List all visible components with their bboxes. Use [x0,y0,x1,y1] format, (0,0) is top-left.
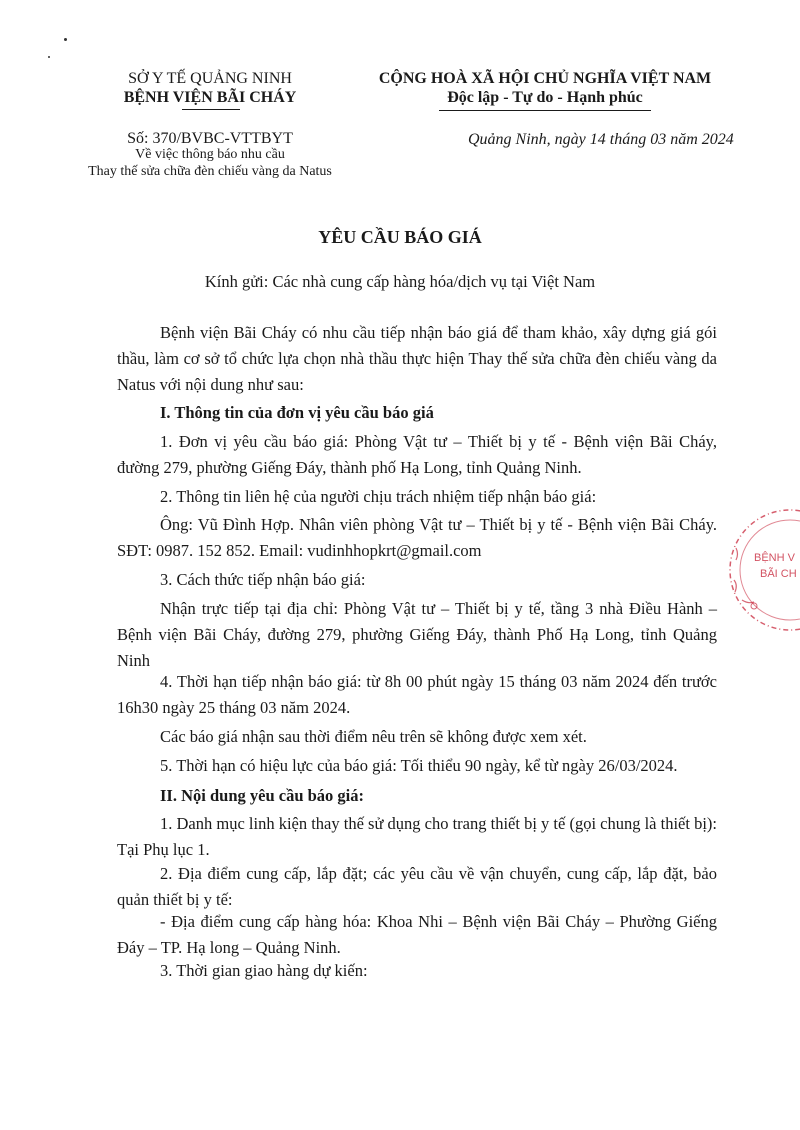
section-2-item-3: 3. Thời gian giao hàng dự kiến: [160,961,368,980]
recipient-line: Kính gửi: Các nhà cung cấp hàng hóa/dịch vụ tại Việt Nam [204,272,596,291]
motto-underline [439,110,651,111]
delivery-location: - Địa điểm cung cấp hàng hóa: Khoa Nhi – Bệnh viện Bãi Cháy – Phường Giếng Đáy – TP. Hạ long – Quảng Ninh. [117,912,717,957]
section-1-item-4: 4. Thời hạn tiếp nhận báo giá: từ 8h 00 phút ngày 15 tháng 03 năm 2024 đến trước 16h30 ngày 25 tháng 03 năm 2024. [117,672,717,717]
contact-info: Ông: Vũ Đình Hợp. Nhân viên phòng Vật tư – Thiết bị y tế - Bệnh viện Bãi Cháy. SĐT: 0987. 152 852. Email: vudinhhopkrt@gmail.com [117,515,717,560]
section-2-heading: II. Nội dung yêu cầu báo giá: [160,786,365,805]
hospital-name: BỆNH VIỆN BÃI CHÁY [123,89,297,106]
subject-line-1: Về việc thông báo nhu cầu [135,147,285,162]
hospital-underline [182,109,240,110]
section-1-item-5: 5. Thời hạn có hiệu lực của báo giá: Tối thiểu 90 ngày, kể từ ngày 26/03/2024. [160,756,678,775]
subject-line-2: Thay thế sửa chữa đèn chiếu vàng da Natus [88,164,332,179]
country-name: CỘNG HOÀ XÃ HỘI CHỦ NGHĨA VIỆT NAM [378,70,712,87]
section-1-item-3: 3. Cách thức tiếp nhận báo giá: [160,570,366,589]
document-title: YÊU CẦU BÁO GIÁ [318,227,482,247]
agency-name: SỞ Y TẾ QUẢNG NINH [128,70,292,87]
stamp-text-1: BỆNH V [754,552,795,564]
receiving-address: Nhận trực tiếp tại địa chỉ: Phòng Vật tư – Thiết bị y tế, tầng 3 nhà Điều Hành – Bệnh viện Bãi Cháy, đường 279, phường Giếng Đáy, thành Phố Hạ Long, tỉnh Quảng Ninh [117,599,717,670]
scan-speck [64,38,67,41]
section-1-item-1: 1. Đơn vị yêu cầu báo giá: Phòng Vật tư – Thiết bị y tế - Bệnh viện Bãi Cháy, đường 279, phường Giếng Đáy, thành phố Hạ Long, tỉnh Quảng Ninh. [117,432,717,477]
section-1-heading: I. Thông tin của đơn vị yêu cầu báo giá [160,403,434,422]
intro-paragraph: Bệnh viện Bãi Cháy có nhu cầu tiếp nhận báo giá để tham khảo, xây dựng giá gói thầu, làm cơ sở tổ chức lựa chọn nhà thầu thực hiện Thay thế sửa chữa đèn chiếu vàng da Natus với nội dung như sau: [117,323,717,394]
section-2-item-1: 1. Danh mục linh kiện thay thế sử dụng cho trang thiết bị y tế (gọi chung là thiết bị): Tại Phụ lục 1. [117,814,717,859]
doc-number: Số: 370/BVBC-VTTBYT [127,130,293,147]
place-date: Quảng Ninh, ngày 14 tháng 03 năm 2024 [468,131,734,148]
late-quote-note: Các báo giá nhận sau thời điểm nêu trên sẽ không được xem xét. [160,727,587,746]
section-1-item-2: 2. Thông tin liên hệ của người chịu trách nhiệm tiếp nhận báo giá: [160,487,597,506]
section-2-item-2: 2. Địa điểm cung cấp, lắp đặt; các yêu cầu về vận chuyển, cung cấp, lắp đặt, bảo quản thiết bị y tế: [117,864,717,909]
stamp-text-2: BÃI CH [760,568,797,580]
motto: Độc lập - Tự do - Hạnh phúc [447,89,643,106]
scan-speck [48,56,50,58]
hospital-stamp [720,500,800,640]
